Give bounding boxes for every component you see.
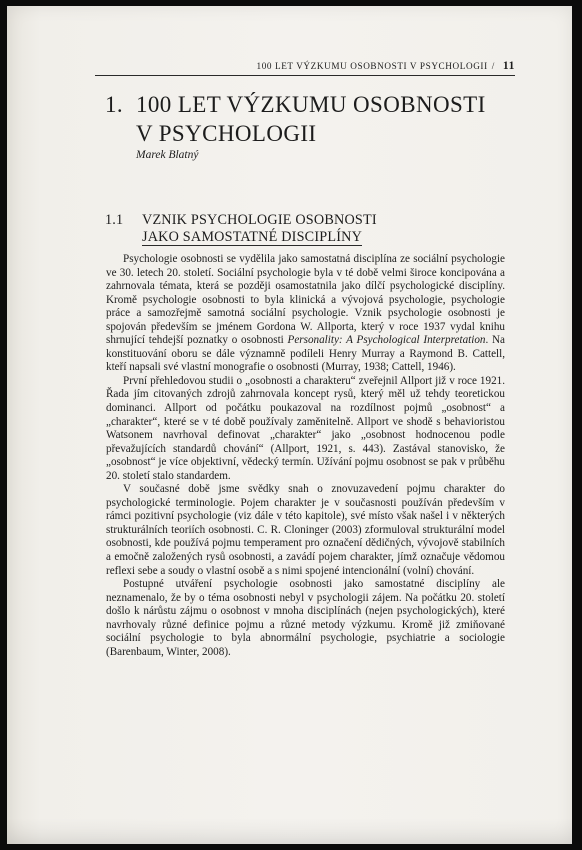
- chapter-author: Marek Blatný: [136, 149, 199, 161]
- section-number: 1.1: [105, 212, 124, 228]
- running-header: [95, 60, 515, 72]
- paragraph-1-text-a: Psychologie osobnosti se vydělila jako samostatná disciplína ze sociální psychologie ve 30. letech 20. století. Sociální psychologie byla v té době velmi široce koncipována a zahrnovala témata, která se později osamostatnila jako dílčí psychologické disciplíny. Kromě psychologie osobnosti to byla klinická a vývojová psychologie, psychologie práce a samozřejmě samotná sociální psychologie. Vznik psychologie osobnosti je spojován především se jménem Gordona W. Allporta, který v roce 1937 vydal knihu shrnující tehdejší poznatky o osobnosti: [106, 253, 505, 347]
- chapter-title-line2: V PSYCHOLOGII: [136, 121, 317, 146]
- paragraph-4: Postupné utváření psychologie osobnosti jako samostatné disciplíny ale neznamenalo, že by o téma osobnosti nebyl v psychologii zájem. Na počátku 20. století došlo k nárůstu zájmu o osobnost v mnoha disciplínách (nejen psychologických), které navrhovaly různé definice pojmu a různé metody výzkumu. Kromě již zmiňované sociální psychologie to byla abnormální psychologie, psychiatrie a sociologie (Barenbaum, Winter, 2008).: [106, 578, 505, 658]
- running-header-title: 100 LET VÝZKUMU OSOBNOSTI V PSYCHOLOGII: [256, 61, 488, 71]
- body-text: [106, 253, 505, 659]
- section-heading: [105, 212, 505, 246]
- chapter-number: 1.: [105, 92, 124, 117]
- header-rule: [95, 75, 515, 76]
- book-title-italic: Personality: A Psychological Interpretation: [287, 334, 486, 347]
- running-header-separator: /: [491, 61, 495, 71]
- page-bottom-shadow: [7, 818, 572, 844]
- paragraph-2: První přehledovou studii o „osobnosti a charakteru“ zveřejnil Allport již v roce 1921. Řada jím citovaných zdrojů zahrnovala koncept rysů, který měl už tehdy teoretickou dominanci. Allport od počátku poukazoval na rozdílnost pojmů „osobnost“ a „charakter“, které se v té době používaly zaměnitelně. Allport ve shodě s behavioristou Watsonem navrhoval definovat „charakter“ jako „osobnost hodnocenou podle převažujících standardů chování“ (Allport, 1921, s. 443). Zastával stanovisko, že „osobnost“ je více objektivní, vědecký termín. Užívání pojmu osobnost se pak v průběhu 20. století stalo standardem.: [106, 374, 505, 482]
- paragraph-1-text-b: . Na konstituování oboru se dále významně podíleli Henry Murray a Raymond B. Cattell, kteří napsali své vlastní monografie o osobnosti (Murray, 1938; Cattell, 1946).: [106, 334, 505, 374]
- section-title-line1: VZNIK PSYCHOLOGIE OSOBNOSTI: [142, 212, 377, 228]
- paragraph-3: V současné době jsme svědky snah o znovuzavedení pojmu charakter do psychologické terminologie. Pojem charakter je v současnosti používán především v rámci pozitivní psychologie (viz dále v této kapitole), své místo však našel i v některých strukturálních teoriích osobnosti. C. R. Cloninger (2003) zformuloval strukturální model osobnosti, kde používá pojmu temperament pro označení dědičných, vývojově stabilních a emočně založených rysů osobnosti, a zavádí pojem charakter, jímž označuje vědomou reflexi sebe a soudy o vlastní osobě a s nimi spojené intencionální (volní) chování.: [106, 483, 505, 577]
- page-number: 11: [502, 60, 515, 72]
- chapter-title-line1: 100 LET VÝZKUMU OSOBNOSTI: [136, 92, 486, 117]
- paragraph-1: [106, 253, 505, 375]
- chapter-title: [105, 90, 505, 148]
- section-title-line2: JAKO SAMOSTATNÉ DISCIPLÍNY: [142, 229, 363, 245]
